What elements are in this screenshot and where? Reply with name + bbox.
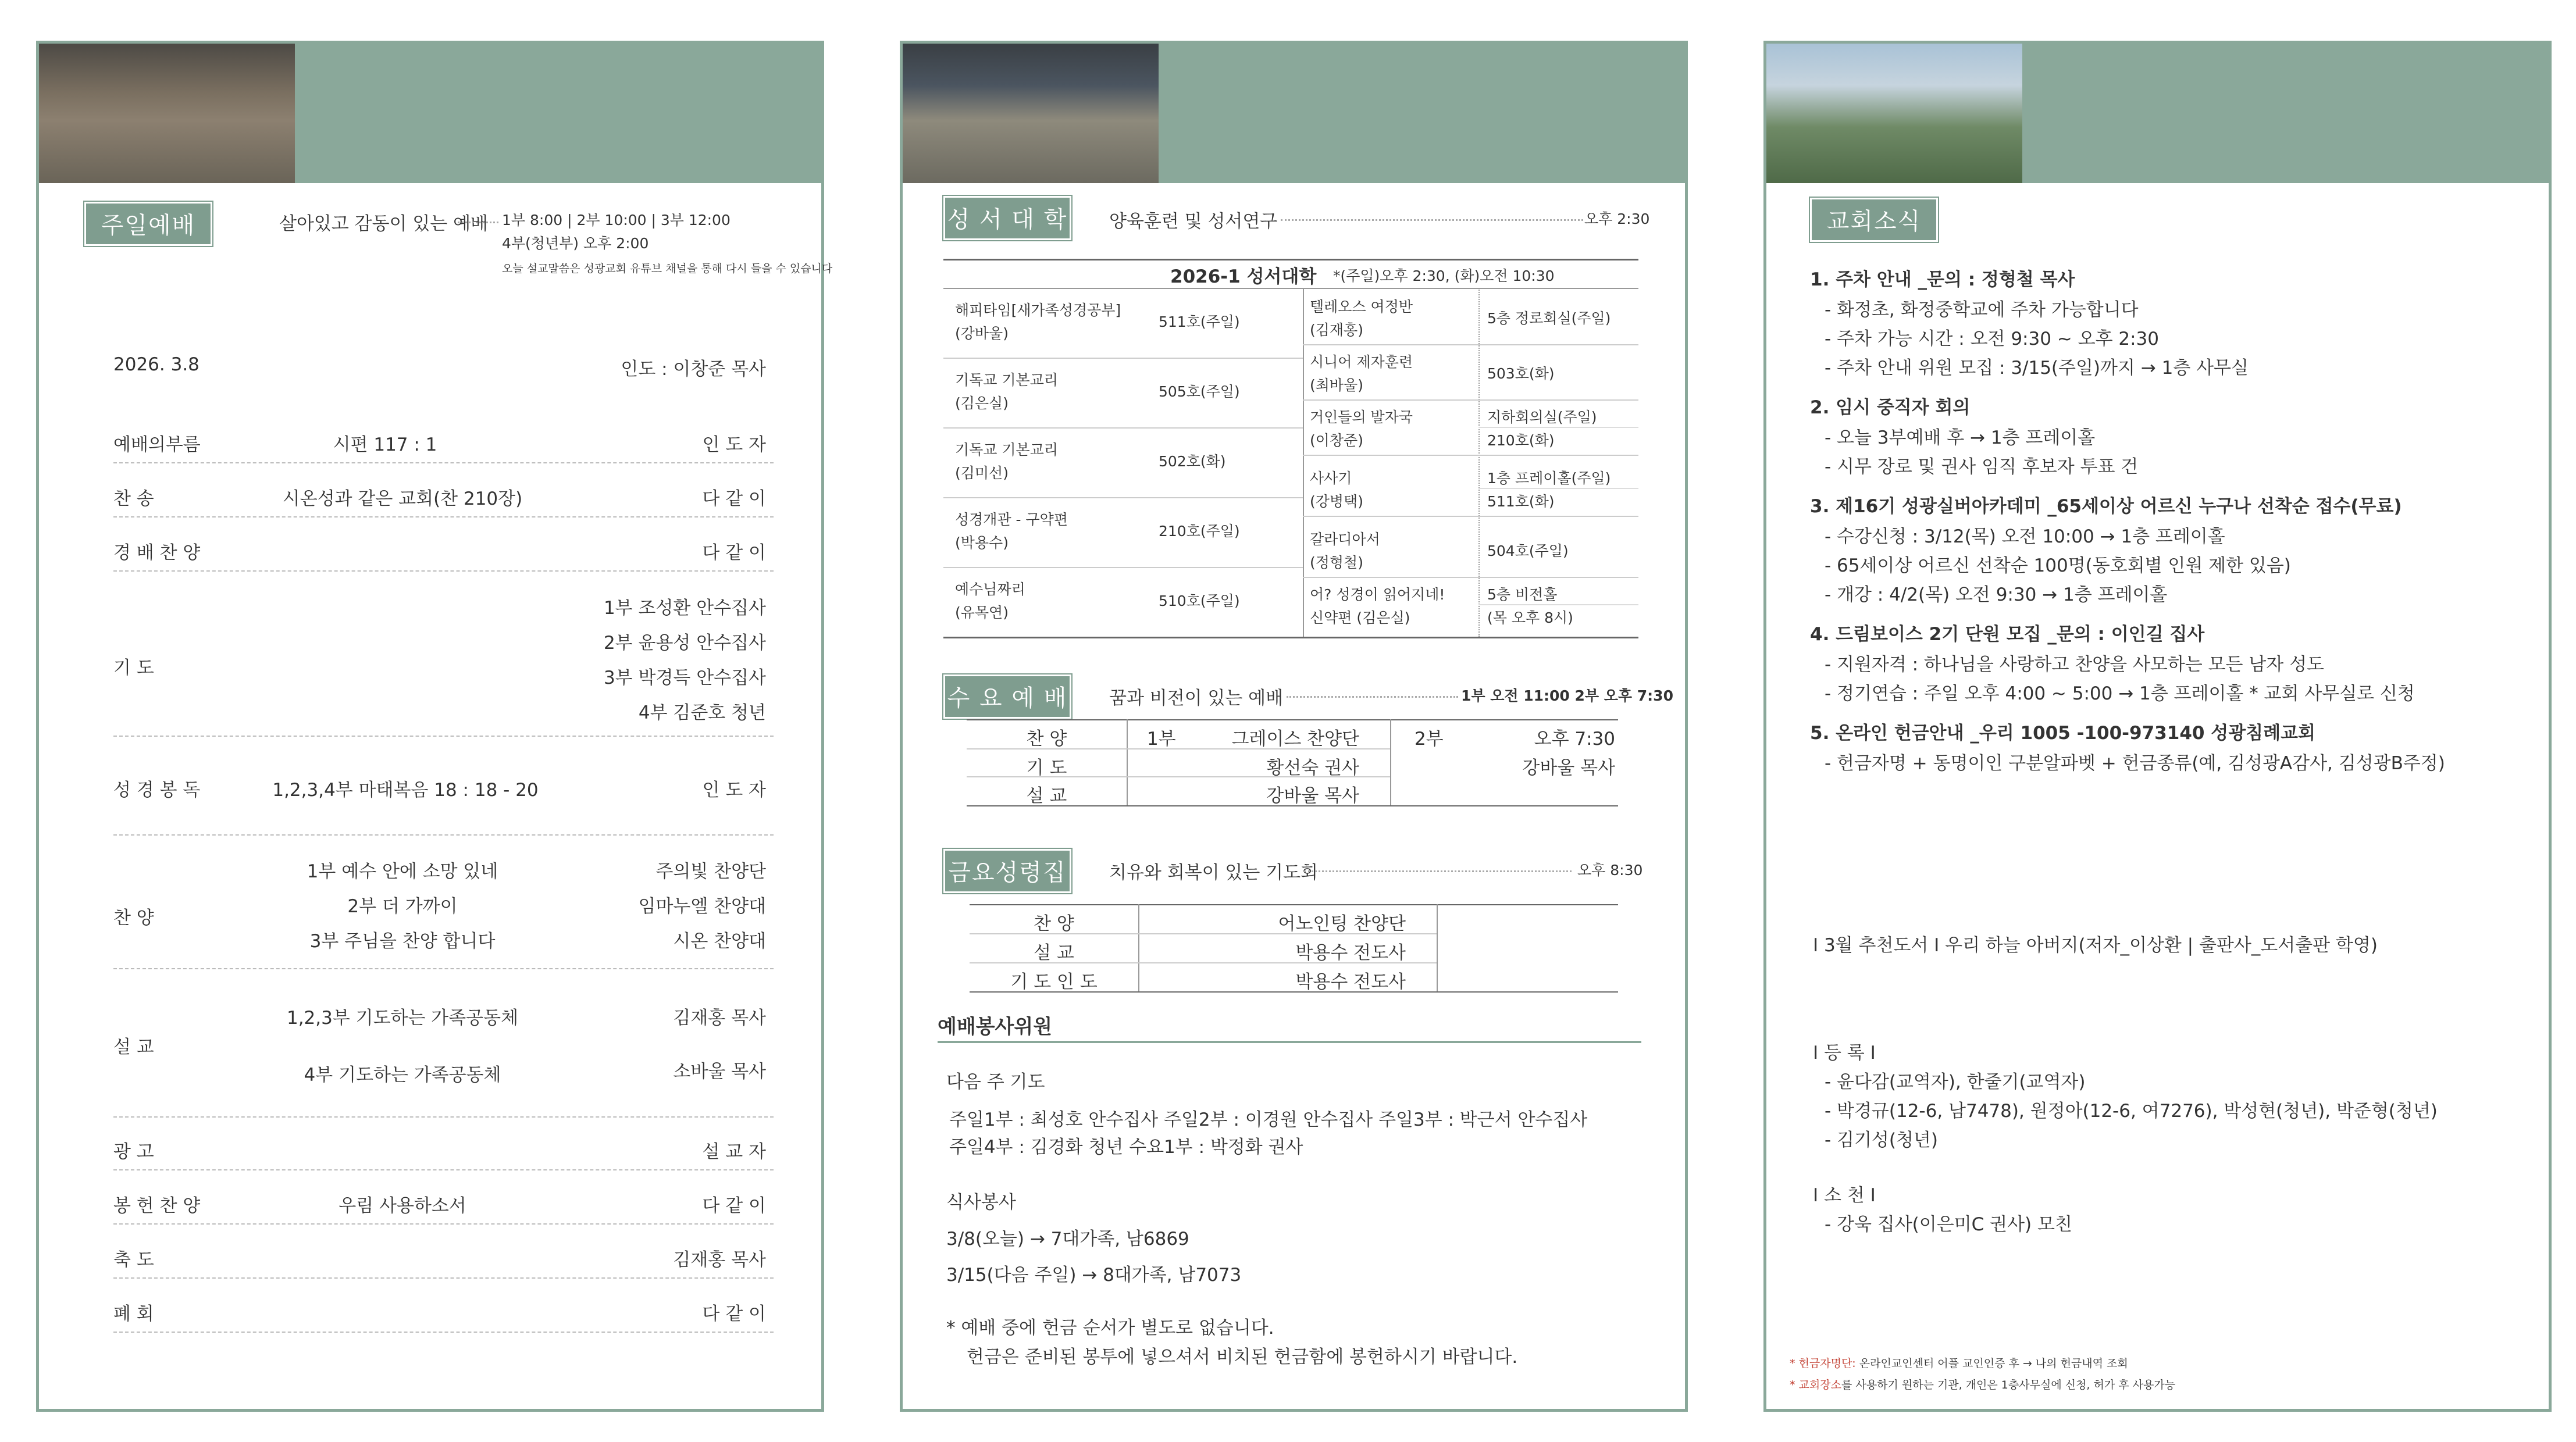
order-person: 인 도 자 [702,434,766,455]
course-name: 성경개관 - 구약편 [955,511,1068,528]
prayer-1: 1부 조성환 안수집사 [604,598,766,619]
fri-preacher: 박용수 전도사 [1295,943,1406,963]
fri-row-label: 설 교 [1034,943,1074,963]
offering-note-1: * 예배 중에 헌금 순서가 별도로 없습니다. [946,1318,1274,1339]
wednesday-times: 1부 오전 11:00 2부 오후 7:30 [1461,687,1673,704]
order-content: 우림 사용하소서 [339,1195,466,1216]
section-subtitle: 양육훈련 및 성서연구 [1109,211,1278,232]
praise-choir-3: 시온 찬양대 [673,931,766,952]
course-name: 기독교 기본교리 [955,441,1058,458]
news-panel [1763,41,2552,1412]
course-room: 504호(주일) [1487,542,1569,559]
course-name: 거인들의 발자국 [1310,409,1413,426]
sermon-title-1: 1,2,3부 기도하는 가족공동체 [286,1008,519,1029]
course-teacher: (강바울) [955,325,1009,342]
order-label: 기 도 [113,658,154,679]
course-name: 어? 성경이 읽어지네! [1310,586,1445,603]
bible-college-panel [900,41,1688,1412]
news-3-line: - 수강신청 : 3/12(목) 오전 10:00 → 1층 프레이홀 [1825,526,2225,547]
next-prayer-line-1: 주일1부 : 최성호 안수집사 주일2부 : 이경원 안수집사 주일3부 : 박근서 안수집사 [949,1109,1588,1130]
service-times: 1부 8:00 | 2부 10:00 | 3부 12:00 [502,212,731,229]
news-2-title: 2. 임시 중직자 회의 [1810,397,1971,418]
news-1-line: - 화정초, 화정중학교에 주차 가능합니다 [1825,299,2139,320]
course-name: 예수님짜리 [955,581,1025,598]
order-person: 인 도 자 [702,780,766,801]
order-label: 봉 헌 찬 양 [113,1195,201,1216]
news-4-line: - 정기연습 : 주일 오후 4:00 ~ 5:00 → 1층 프레이홀 * 교회 사무실로 신청 [1825,683,2415,704]
course-name: 해피타임[새가족성경공부] [955,302,1121,319]
course-room: 지하회의실(주일) [1487,409,1597,426]
wed-part-2: 2부 [1415,729,1444,749]
course-room: 210호(화) [1487,432,1555,449]
committee-title: 예배봉사위원 [938,1015,1053,1038]
meal-line-1: 3/8(오늘) → 7대가족, 남6869 [946,1229,1189,1250]
service-times-youth: 4부(청년부) 오후 2:00 [502,235,649,252]
course-room: 505호(주일) [1159,383,1240,400]
registration-line: - 김기성(청년) [1825,1130,1938,1151]
course-room: 503호(화) [1487,365,1555,382]
wed-part: 1부 [1147,729,1176,749]
worship-photo [39,44,295,183]
praise-song-3: 3부 주님을 찬양 합니다 [309,931,496,952]
news-3-line: - 65세이상 어르신 선착순 100명(동호회별 인원 제한 있음) [1825,555,2291,576]
course-teacher: (김미선) [955,465,1009,481]
section-tag-bible: 성 서 대 학 [943,196,1071,240]
footer-note-2: * 교회장소를 사용하기 원하는 기관, 개인은 1층사무실에 신청, 허가 후 사용가능 [1790,1379,2176,1391]
course-name: 갈라디아서 [1310,531,1380,548]
sermon-title-2: 4부 기도하는 가족공동체 [304,1065,501,1086]
order-label: 찬 양 [113,908,154,929]
recommended-book: I 3월 추천도서 I 우리 하늘 아버지(저자_이상환 | 출판사_도서출판 학영) [1813,935,2378,956]
news-4-title: 4. 드림보이스 2기 단원 모집 _문의 : 이인길 집사 [1810,624,2205,645]
order-label: 찬 송 [113,488,154,509]
order-person: 설 교 자 [702,1141,766,1162]
course-teacher: (정형철) [1310,554,1363,571]
table-note: *(주일)오후 2:30, (화)오전 10:30 [1333,267,1555,284]
course-room: 5층 정로회실(주일) [1487,310,1611,327]
wed-choir: 그레이스 찬양단 [1231,729,1359,749]
course-teacher: (강병택) [1310,493,1363,510]
order-label: 성 경 봉 독 [113,780,201,801]
date: 2026. 3.8 [113,354,199,375]
news-3-line: - 개강 : 4/2(목) 오전 9:30 → 1층 프레이홀 [1825,584,2168,605]
bible-time: 오후 2:30 [1584,210,1650,227]
course-teacher: (이창준) [1310,432,1363,449]
course-room: 1층 프레이홀(주일) [1487,470,1611,487]
course-room: 5층 비전홀 [1487,586,1558,603]
course-name: 사사기 [1310,470,1352,487]
praise-song-2: 2부 더 가까이 [347,896,458,917]
prayer-3: 3부 박경득 안수집사 [604,668,766,688]
order-label: 설 교 [113,1037,154,1058]
next-prayer-line-2: 주일4부 : 김경화 청년 수요1부 : 박정화 권사 [949,1137,1303,1158]
course-name: 시니어 제자훈련 [1310,354,1413,370]
preacher-2: 소바울 목사 [673,1061,766,1082]
news-2-line: - 오늘 3부예배 후 → 1층 프레이홀 [1825,427,2096,448]
wed-prayer: 황선숙 권사 [1266,758,1359,779]
building-photo [1766,44,2022,183]
order-label: 예배의부름 [113,434,201,455]
section-tag-news: 교회소식 [1810,198,1938,242]
wed-preacher: 강바울 목사 [1266,786,1359,806]
order-label: 폐 회 [113,1304,154,1325]
section-tag-sunday: 주일예배 [84,202,212,246]
section-tag-wednesday: 수 요 예 배 [943,674,1071,719]
news-5-title: 5. 온라인 헌금안내 _우리 1005 -100-973140 성광침례교회 [1810,723,2315,744]
prayer-2: 2부 윤용성 안수집사 [604,633,766,654]
fri-choir: 어노인팅 찬양단 [1278,913,1406,934]
course-teacher: (박용수) [955,534,1009,551]
news-1-line: - 주차 가능 시간 : 오전 9:30 ~ 오후 2:30 [1825,329,2159,349]
table-title: 2026-1 성서대학 [1170,266,1317,287]
friday-time: 오후 8:30 [1577,862,1643,879]
course-room: 511호(화) [1487,493,1555,510]
news-1-line: - 주차 안내 위원 모집 : 3/15(주일)까지 → 1층 사무실 [1825,358,2249,379]
praise-choir-2: 임마누엘 찬양대 [638,896,766,917]
youtube-note: 오늘 설교말씀은 성광교회 유튜브 채널을 통해 다시 들을 수 있습니다 [502,262,833,275]
course-teacher: 신약편 (김은실) [1310,609,1410,626]
meal-line-2: 3/15(다음 주일) → 8대가족, 남7073 [946,1265,1242,1286]
course-name: 기독교 기본교리 [955,372,1058,388]
registration-line: - 박경규(12-6, 남7478), 원정아(12-6, 여7276), 박성현(청년), 박준형(청년) [1825,1101,2438,1122]
section-subtitle: 꿈과 비전이 있는 예배 [1109,688,1284,709]
order-person: 다 같 이 [702,542,766,563]
registration-heading: I 등 록 I [1813,1043,1876,1063]
news-2-line: - 시무 장로 및 권사 임직 후보자 투표 건 [1825,456,2139,477]
news-4-line: - 지원자격 : 하나님을 사랑하고 찬양을 사모하는 모든 남자 성도 [1825,654,2324,675]
order-label: 축 도 [113,1250,154,1270]
course-room: 510호(주일) [1159,592,1240,609]
meal-heading: 식사봉사 [946,1192,1016,1213]
order-person: 다 같 이 [702,488,766,509]
fri-row-label: 찬 양 [1034,913,1074,934]
preacher-1: 김재홍 목사 [673,1008,766,1029]
news-5-line: - 헌금자명 + 동명이인 구분알파벳 + 헌금종류(예, 김성광A감사, 김성광B주정) [1825,753,2445,774]
condolence-line: - 강욱 집사(이은미C 권사) 모친 [1825,1214,2072,1235]
group-photo [903,44,1159,183]
wed-time-2: 오후 7:30 [1534,729,1615,749]
course-room: 502호(화) [1159,453,1226,470]
order-person: 김재홍 목사 [673,1250,766,1270]
course-name: 텔레오스 여정반 [1310,298,1413,315]
order-content: 시편 117 : 1 [333,434,437,455]
course-teacher: (김재홍) [1310,322,1363,338]
section-subtitle: 살아있고 감동이 있는 예배 [279,213,488,234]
wed-row-label: 기 도 [1026,758,1067,779]
praise-choir-1: 주의빛 찬양단 [655,861,766,882]
order-person: 다 같 이 [702,1195,766,1216]
course-teacher: (김은실) [955,395,1009,412]
course-teacher: (유목연) [955,604,1009,621]
news-1-title: 1. 주차 안내 _문의 : 정형철 목사 [1810,269,2075,290]
offering-note-2: 헌금은 준비된 봉투에 넣으셔서 비치된 헌금함에 봉헌하시기 바랍니다. [967,1347,1518,1368]
next-prayer-heading: 다음 주 기도 [946,1072,1045,1093]
worship-panel [36,41,833,1412]
news-3-title: 3. 제16기 성광실버아카데미 _65세이상 어르신 누구나 선착순 접수(무료) [1810,496,2402,517]
wed-row-label: 설 교 [1026,786,1067,806]
section-tag-friday: 금요성령집회 [943,849,1071,893]
registration-line: - 윤다감(교역자), 한줄기(교역자) [1825,1072,2086,1093]
course-teacher: (최바울) [1310,377,1363,394]
prayer-4: 4부 김준호 청년 [638,702,766,723]
praise-song-1: 1부 예수 안에 소망 있네 [307,861,498,882]
leader: 인도 : 이창준 목사 [621,359,766,380]
footer-note-1: * 헌금자명단: 온라인교인센터 어플 교인인증 후 → 나의 헌금내역 조회 [1790,1357,2128,1370]
course-room: 511호(주일) [1159,313,1240,330]
wed-leader-2: 강바울 목사 [1522,758,1615,779]
fri-prayer-leader: 박용수 전도사 [1295,972,1406,993]
fri-row-label: 기 도 인 도 [1010,972,1098,993]
order-label: 경 배 찬 양 [113,542,201,563]
wed-row-label: 찬 양 [1026,729,1067,749]
course-room: (목 오후 8시) [1487,609,1573,626]
section-subtitle: 치유와 회복이 있는 기도회 [1109,862,1318,883]
order-label: 광 고 [113,1141,154,1162]
order-content: 1,2,3,4부 마태복음 18 : 18 - 20 [272,780,539,801]
condolence-heading: I 소 천 I [1813,1185,1876,1206]
course-room: 210호(주일) [1159,523,1240,540]
order-content: 시온성과 같은 교회(찬 210장) [282,488,523,509]
order-person: 다 같 이 [702,1304,766,1325]
